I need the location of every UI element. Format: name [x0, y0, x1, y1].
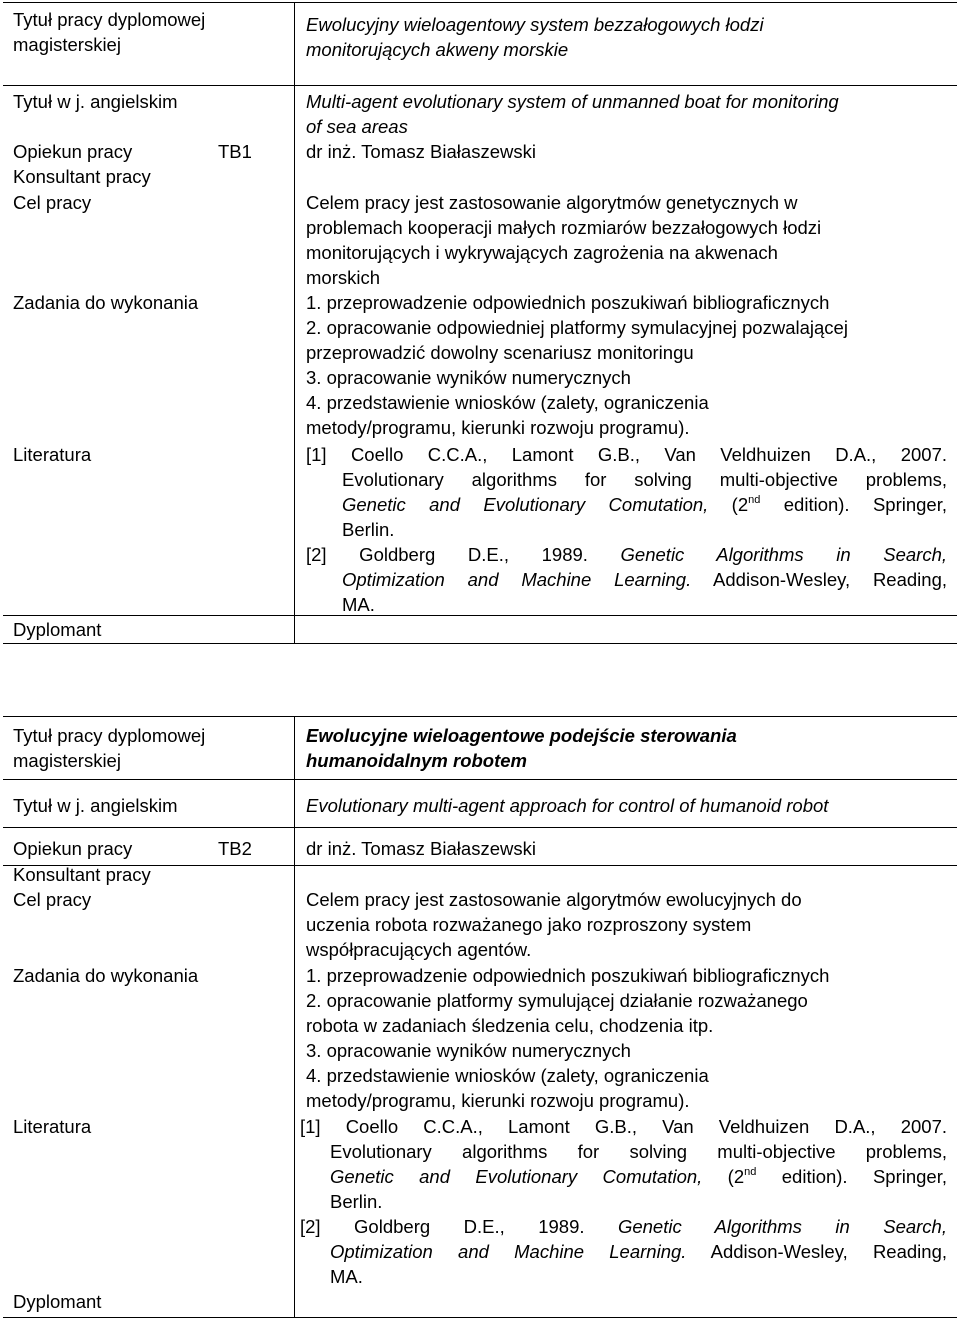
- reference-2: [2] Goldberg D.E., 1989. Genetic Algorithms in Search,: [306, 544, 947, 565]
- reference-2: [2] Goldberg D.E., 1989. Genetic Algorithms in Search,: [300, 1216, 947, 1237]
- label-student: Dyplomant: [13, 619, 102, 640]
- label-literature: Literatura: [13, 1116, 92, 1137]
- thesis-code: TB2: [218, 838, 252, 859]
- thesis-table-1: [3, 2, 957, 644]
- reference-1: [1] Coello C.C.A., Lamont G.B., Van Veldhuizen D.A., 2007.: [306, 444, 947, 465]
- label-consultant: Konsultant pracy: [13, 864, 151, 885]
- label-title-pl: Tytuł pracy dyplomowej magisterskiej: [13, 9, 206, 55]
- label-title-pl: Tytuł pracy dyplomowej magisterskiej: [13, 725, 206, 771]
- label-title-en: Tytuł w j. angielskim: [13, 795, 178, 816]
- label-literature: Literatura: [13, 444, 92, 465]
- row-divider: [3, 85, 957, 86]
- thesis-title-pl: Ewolucyjne wieloagentowe podejście sterowania humanoidalnym robotem: [306, 725, 737, 771]
- literature-list: [1] Coello C.C.A., Lamont G.B., Van Veldhuizen D.A., 2007. Evolutionary algorithms for solving multi-objective problems, Genetic and Evolutionary Comutation, (2nd edition). Springer, Berlin. [2] Goldberg D.E., 1989. Genetic Algorithms in Search, Optimization and Machine Learning. Addison-Wesley, Reading, MA.: [300, 1116, 947, 1287]
- label-supervisor: Opiekun pracy TB2: [13, 838, 252, 859]
- thesis-tasks: 1. przeprowadzenie odpowiednich poszukiwań bibliograficznych 2. opracowanie platformy symulującej działanie rozważanego robota w zadaniach śledzenia celu, chodzenia itp. 3. opracowanie wyników numerycznych 4. przedstawienie wniosków (zalety, ograniczenia metody/programu, kierunki rozwoju programu).: [306, 965, 830, 1111]
- label-goal: Cel pracy: [13, 192, 92, 213]
- thesis-title-en: Multi-agent evolutionary system of unmanned boat for monitoring of sea areas: [306, 91, 839, 137]
- thesis-goal: Celem pracy jest zastosowanie algorytmów genetycznych w problemach kooperacji małych rozmiarów bezzałogowych łodzi monitorujących i wykrywających zagrożenia na akwenach morskich: [306, 192, 822, 288]
- label-tasks: Zadania do wykonania: [13, 292, 199, 313]
- thesis-goal: Celem pracy jest zastosowanie algorytmów ewolucyjnych do uczenia robota rozważanego jako rozproszony system współpracujących agentów.: [306, 889, 802, 960]
- row-divider: [3, 779, 957, 780]
- thesis-title-pl: Ewolucyjny wieloagentowy system bezzałogowych łodzi monitorujących akweny morskie: [306, 14, 764, 60]
- row-divider: [3, 827, 957, 828]
- reference-1: [1] Coello C.C.A., Lamont G.B., Van Veldhuizen D.A., 2007.: [300, 1116, 947, 1137]
- label-goal: Cel pracy: [13, 889, 92, 910]
- label-title-en: Tytuł w j. angielskim: [13, 91, 178, 112]
- label-supervisor: Opiekun pracy TB1: [13, 141, 252, 162]
- literature-list: [1] Coello C.C.A., Lamont G.B., Van Veldhuizen D.A., 2007. Evolutionary algorithms for solving multi-objective problems, Genetic and Evolutionary Comutation, (2nd edition). Springer, Berlin. [2] Goldberg D.E., 1989. Genetic Algorithms in Search, Optimization and Machine Learning. Addison-Wesley, Reading, MA.: [306, 444, 948, 615]
- column-divider: [294, 3, 295, 643]
- column-divider: [294, 717, 295, 1317]
- label-student: Dyplomant: [13, 1291, 102, 1312]
- supervisor-name: dr inż. Tomasz Białaszewski: [306, 141, 536, 162]
- label-tasks: Zadania do wykonania: [13, 965, 199, 986]
- label-consultant: Konsultant pracy: [13, 166, 151, 187]
- thesis-title-en: Evolutionary multi-agent approach for control of humanoid robot: [306, 795, 829, 816]
- thesis-tasks: 1. przeprowadzenie odpowiednich poszukiwań bibliograficznych 2. opracowanie odpowiedniej platformy symulacyjnej pozwalającej przeprowadzić dowolny scenariusz monitoringu 3. opracowanie wyników numerycznych 4. przedstawienie wniosków (zalety, ograniczenia metody/programu, kierunki rozwoju programu).: [306, 292, 848, 438]
- row-divider: [3, 615, 957, 616]
- supervisor-name: dr inż. Tomasz Białaszewski: [306, 838, 536, 859]
- thesis-table-2: [3, 716, 957, 1318]
- thesis-code: TB1: [218, 141, 252, 162]
